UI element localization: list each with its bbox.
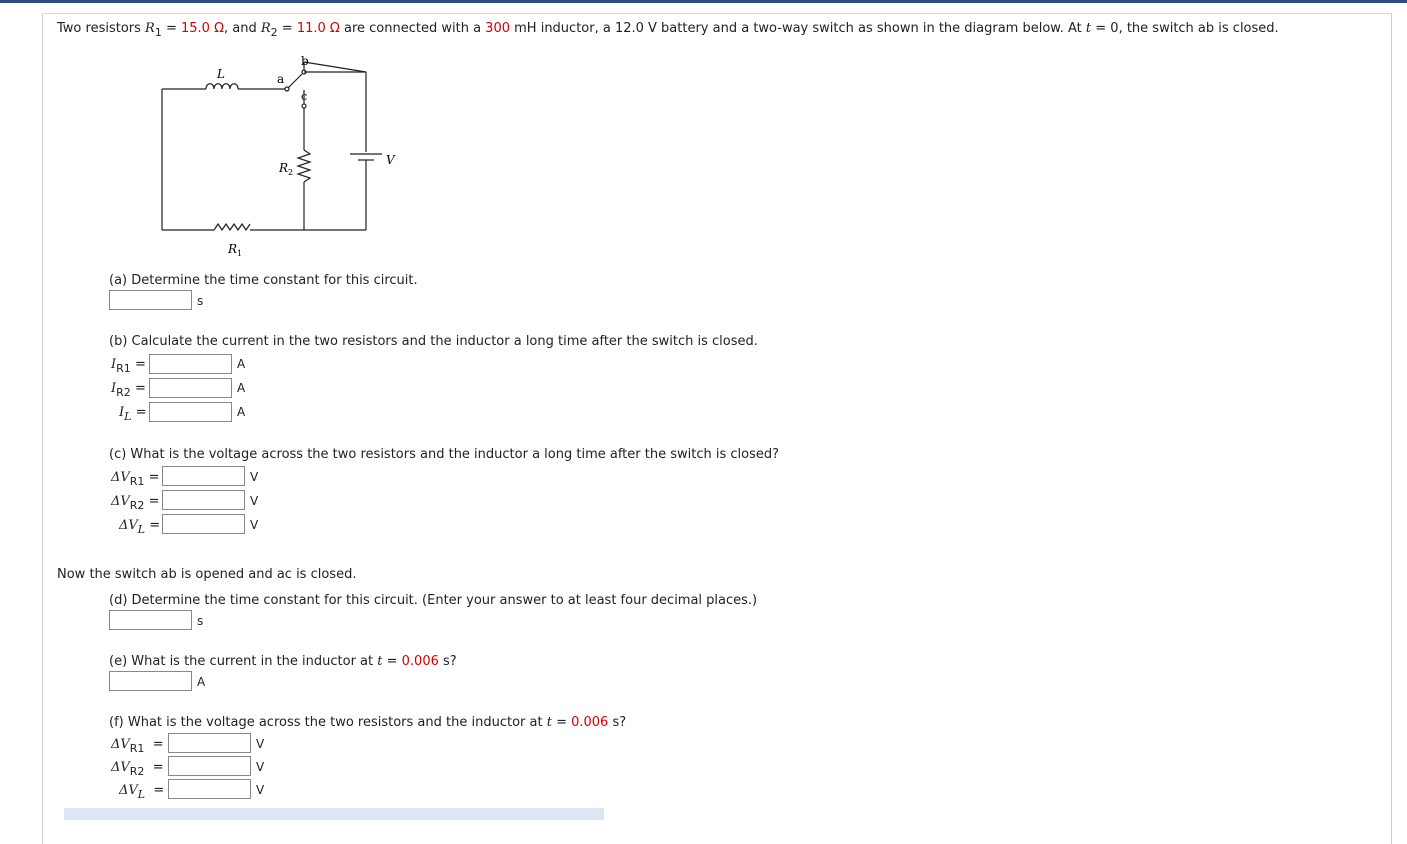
inductance-value: 300: [485, 21, 510, 36]
dvr2-unit-f: V: [256, 760, 265, 774]
dvr1-subscript: R1: [129, 475, 145, 488]
part-f-time-value: 0.006: [571, 715, 609, 730]
ir1-symbol: I: [111, 357, 117, 372]
il-symbol: I: [119, 405, 125, 420]
dvr2-subscript: R2: [129, 499, 145, 512]
r2-label: [278, 161, 293, 177]
ir2-subscript: R2: [116, 386, 131, 399]
part-f-text: (f) What is the voltage across the two resistors and the inductor at: [109, 715, 547, 730]
intro-text: , and: [224, 21, 261, 36]
dvr2-f-subscript: R2: [129, 765, 145, 778]
part-d-unit: s: [197, 614, 204, 628]
r2-subscript: 2: [270, 26, 278, 39]
part-a-input[interactable]: [109, 290, 192, 310]
circuit-diagram: [150, 52, 410, 262]
switch-label-b: b: [301, 54, 309, 68]
r1-label-letter: R: [228, 242, 238, 256]
transition-text: Now the switch ab is opened and ac is closed.: [57, 567, 357, 582]
dvr2-unit-c: V: [250, 494, 259, 508]
ir1-label: [111, 357, 146, 375]
switch-label-a: a: [277, 72, 285, 86]
dvl-unit-f: V: [256, 783, 265, 797]
dvl-label-f: [119, 783, 165, 801]
equals: =: [277, 21, 297, 36]
dvr2-label-f: [111, 760, 164, 778]
switch-terminal-c: [302, 104, 306, 108]
switch-label-c: c: [301, 90, 308, 103]
part-f-text: =: [551, 715, 572, 730]
r2-label-letter: R: [279, 161, 289, 175]
additional-materials-strip[interactable]: [64, 808, 604, 820]
dvr1-input-c[interactable]: [162, 466, 245, 486]
r2-resistor-symbol: [298, 150, 310, 182]
part-f-text: s?: [608, 715, 627, 730]
dvl-label: [119, 518, 161, 536]
dvl-input-c[interactable]: [162, 514, 245, 534]
r1-resistor-symbol: [214, 224, 250, 230]
problem-statement: [57, 21, 1279, 39]
r1-label: [227, 242, 242, 258]
part-d-question: (d) Determine the time constant for this circuit. (Enter your answer to at least four decimal places.): [109, 593, 758, 608]
time-symbol: t: [1085, 21, 1092, 36]
dvr2-f-equals: =: [152, 760, 164, 775]
dvr1-f-subscript: R1: [129, 742, 145, 755]
part-e-text: s?: [438, 654, 457, 669]
dvr1-equals: =: [148, 470, 160, 485]
part-d-input[interactable]: [109, 610, 192, 630]
dvl-subscript: L: [137, 523, 146, 536]
intro-text: mH inductor, a 12.0 V battery and a two-way switch as shown in the diagram below. At: [510, 21, 1086, 36]
dvr1-f-equals: =: [152, 737, 164, 752]
part-f-question: [109, 715, 626, 730]
dvr1-input-f[interactable]: [168, 733, 251, 753]
battery-label: V: [386, 153, 395, 167]
dvr2-input-f[interactable]: [168, 756, 251, 776]
part-e-t: t: [377, 654, 383, 669]
intro-text: Two resistors: [57, 21, 146, 36]
dvr2-input-c[interactable]: [162, 490, 245, 510]
part-e-time-value: 0.006: [401, 654, 439, 669]
il-input[interactable]: [149, 402, 232, 422]
inductor-label: L: [217, 67, 225, 81]
dvr1-symbol: ΔV: [111, 470, 130, 485]
r1-label-sub: 1: [237, 249, 243, 258]
part-a-question: (a) Determine the time constant for this circuit.: [109, 273, 418, 288]
dvr2-label: [111, 494, 160, 512]
part-c-question: (c) What is the voltage across the two resistors and the inductor a long time after the switch is closed?: [109, 447, 780, 462]
r2-value: 11.0 Ω: [296, 21, 340, 36]
dvr2-f-symbol: ΔV: [111, 760, 130, 775]
r2-label-sub: 2: [288, 168, 294, 177]
dvl-f-subscript: L: [137, 788, 146, 801]
il-unit: A: [237, 405, 246, 419]
r1-symbol: R: [145, 21, 155, 36]
dvl-unit-c: V: [250, 518, 259, 532]
part-a-unit: s: [197, 294, 204, 308]
r2-symbol: R: [260, 21, 271, 36]
part-f-t: t: [546, 715, 552, 730]
dvr2-symbol: ΔV: [111, 494, 130, 509]
part-b-question: (b) Calculate the current in the two resistors and the inductor a long time after the switch is closed.: [109, 334, 758, 349]
part-e-text: (e) What is the current in the inductor at: [109, 654, 378, 669]
dvr1-f-symbol: ΔV: [111, 737, 130, 752]
dvr1-label: [111, 470, 160, 488]
dvl-input-f[interactable]: [168, 779, 251, 799]
dvr1-label-f: [111, 737, 164, 755]
il-label: [119, 405, 147, 423]
ir1-unit: A: [237, 357, 246, 371]
intro-text: are connected with a: [339, 21, 486, 36]
part-e-text: =: [382, 654, 402, 669]
dvl-f-equals: =: [153, 783, 165, 798]
dvl-equals: =: [149, 518, 161, 533]
ir2-input[interactable]: [149, 378, 232, 398]
ir2-symbol: I: [111, 381, 117, 396]
dvr1-unit-c: V: [250, 470, 259, 484]
r1-value: 15.0 Ω: [181, 21, 225, 36]
top-bar: [0, 0, 1407, 3]
ir1-subscript: R1: [116, 362, 131, 375]
part-e-question: [109, 654, 457, 669]
dvr1-unit-f: V: [256, 737, 265, 751]
ir2-unit: A: [237, 381, 246, 395]
part-e-unit: A: [197, 675, 206, 689]
il-subscript: L: [124, 410, 132, 423]
il-equals: =: [135, 405, 147, 420]
ir1-input[interactable]: [149, 354, 232, 374]
ir1-equals: =: [134, 357, 146, 372]
ir2-label: [111, 381, 146, 399]
equals: =: [161, 21, 181, 36]
ir2-equals: =: [134, 381, 146, 396]
part-e-input[interactable]: [109, 671, 192, 691]
dvl-f-symbol: ΔV: [119, 783, 138, 798]
dvl-symbol: ΔV: [119, 518, 138, 533]
intro-text: = 0, the switch ab is closed.: [1091, 21, 1279, 36]
r1-subscript: 1: [154, 26, 162, 39]
inductor-symbol: [206, 84, 238, 89]
dvr2-equals: =: [148, 494, 160, 509]
